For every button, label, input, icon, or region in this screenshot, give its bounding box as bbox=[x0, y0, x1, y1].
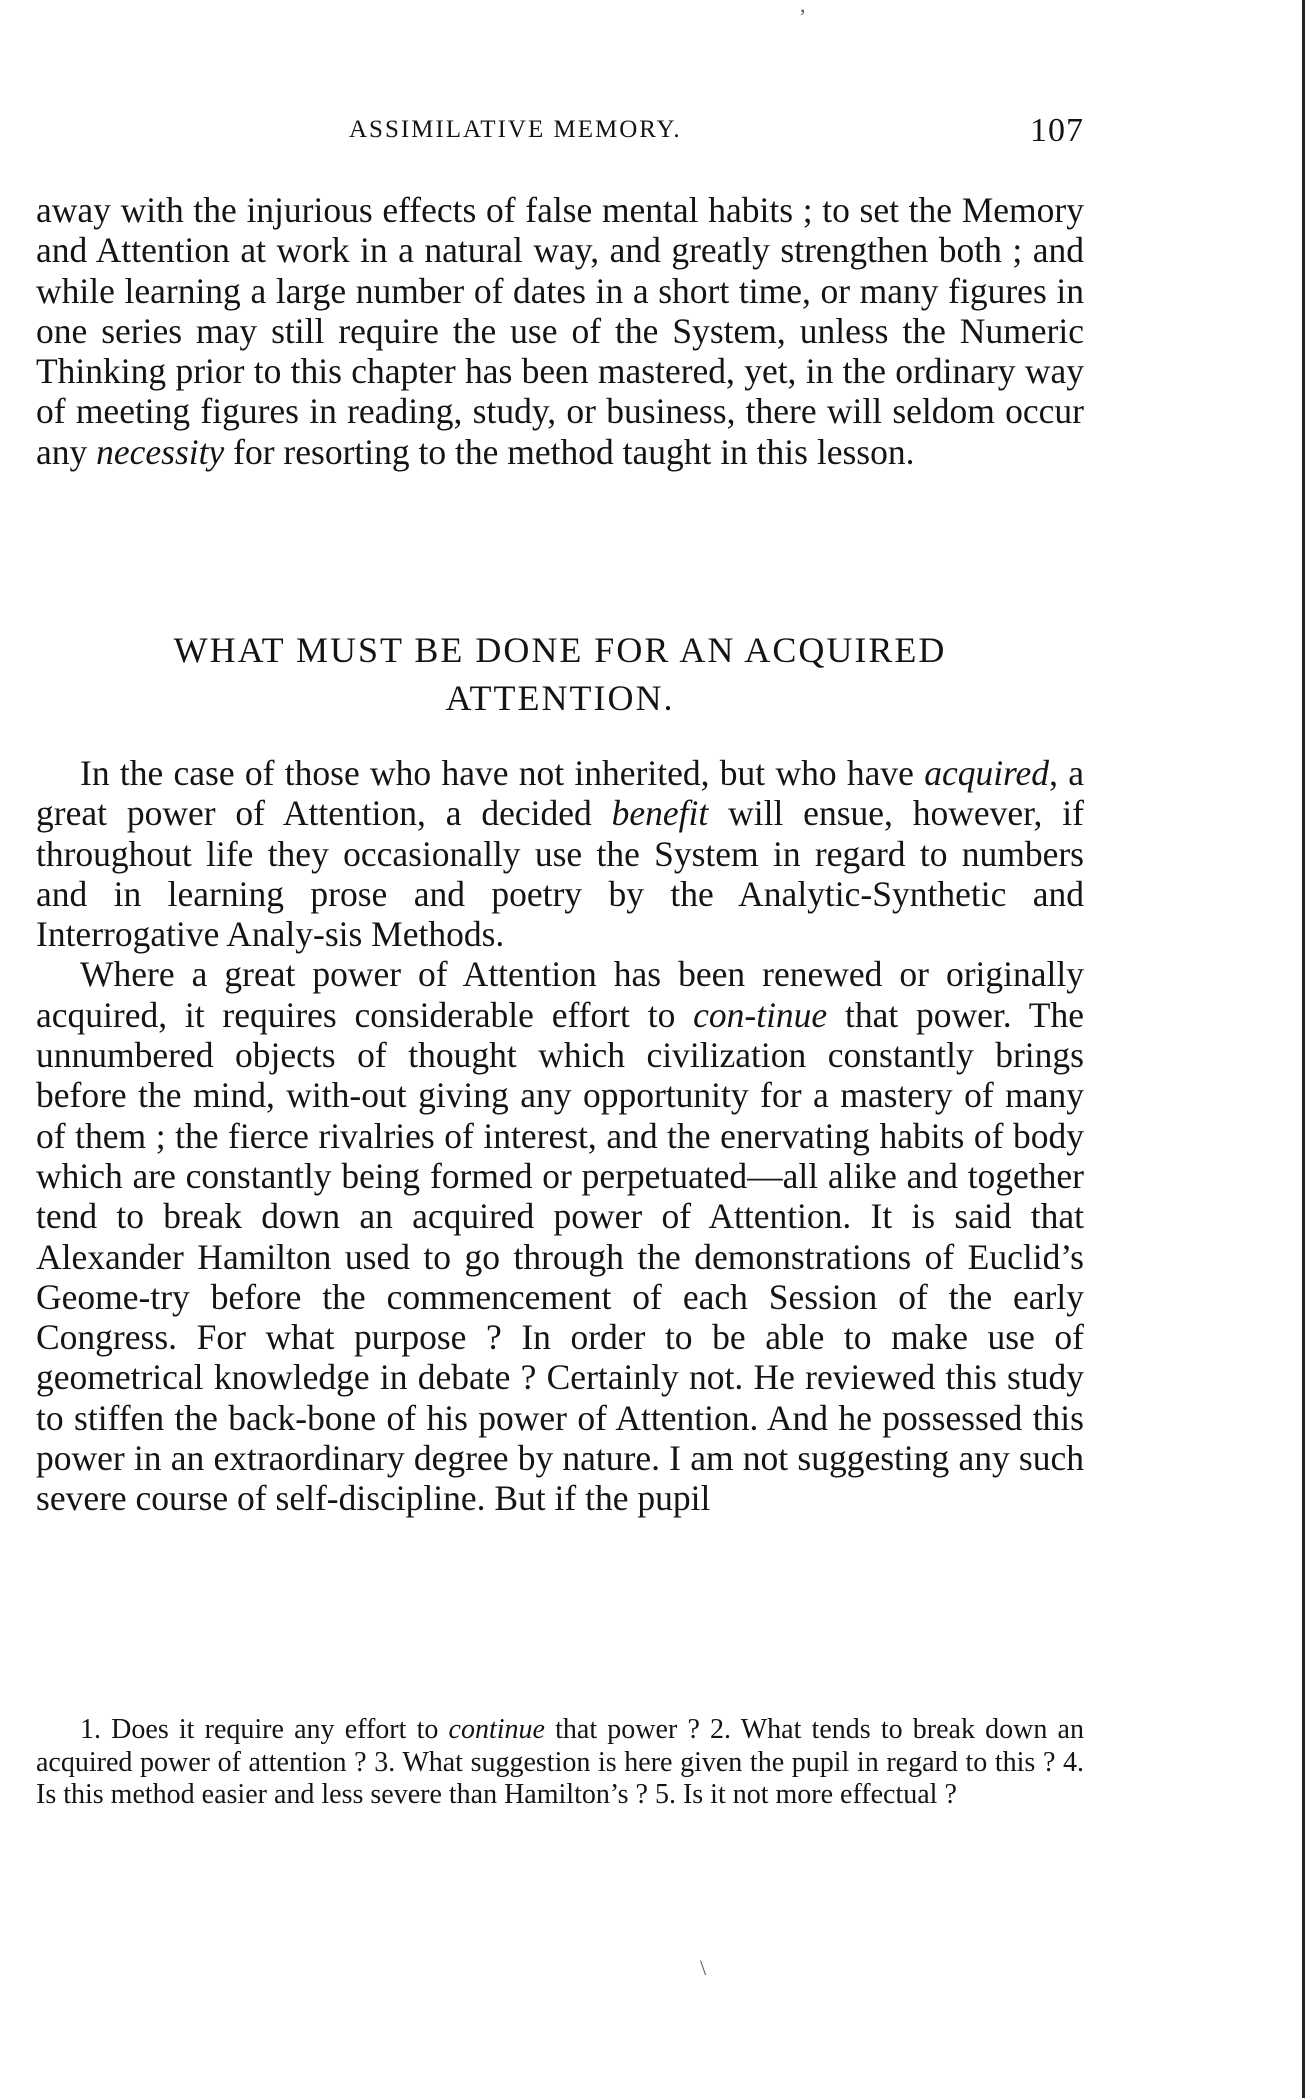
paragraph-2-emphasis: con-tinue bbox=[693, 994, 828, 1035]
page-number: 107 bbox=[1030, 112, 1084, 149]
intro-emphasis: necessity bbox=[96, 431, 225, 472]
footnote-emphasis: continue bbox=[448, 1714, 545, 1745]
running-head bbox=[36, 112, 1084, 156]
paragraph-1-emphasis-b: benefit bbox=[611, 793, 709, 834]
paragraph-1 bbox=[36, 753, 1084, 954]
paragraph-2-text-b: that power. The unnumbered objects of thought which civilization constantly brings before the mind, with-out giving any opportunity for a mastery of many of them ; the fierce rivalries of interest, and the enervating habits of body which are constantly being formed or perpetuated—all alike and together tend to break down an acquired power of Attention. It is said that Alexander Hamilton used to go through the demonstrations of Euclid’s Geome-try before the commencement of each Session of the early Congress. For what purpose ? In order to be able to make use of geometrical knowledge in debate ? Certainly not. He reviewed this study to stiffen the back-bone of his power of Attention. And he possessed this power in an extraordinary degree by nature. I am not suggesting any such severe course of self-discipline. But if the pupil bbox=[36, 994, 1084, 1519]
page-edge-rule bbox=[1302, 0, 1305, 2098]
paragraph-1-text-b: , a great power of Attention, a decided bbox=[36, 753, 1084, 834]
footnote-paragraph bbox=[36, 1714, 1084, 1812]
paragraph-1-emphasis-a: acquired bbox=[924, 753, 1050, 793]
footnote-text-a: 1. Does it require any effort to bbox=[80, 1714, 449, 1745]
paragraph-1-text-a: In the case of those who have not inherited, but who have bbox=[80, 753, 925, 793]
section-heading bbox=[36, 626, 1084, 722]
intro-text-b: for resorting to the method taught in this lesson. bbox=[224, 431, 915, 472]
footnote-text-b: that power ? 2. What tends to break down an acquired power of attention ? 3. What suggestion is here given the pupil in regard to this ? 4. Is this method easier and less severe than Hamilton’s ? 5. Is it not more effectual ? bbox=[36, 1714, 1084, 1810]
paragraph-2-text-a: Where a great power of Attention has been renewed or originally acquired, it requires considerable effort to bbox=[36, 954, 1084, 1035]
paragraph-2 bbox=[36, 954, 1084, 1518]
intro-text bbox=[36, 190, 1084, 472]
section-body bbox=[36, 753, 1084, 1519]
section-heading-line-2: ATTENTION. bbox=[445, 678, 675, 718]
intro-paragraph bbox=[36, 190, 1084, 472]
running-title: ASSIMILATIVE MEMORY. bbox=[349, 116, 682, 143]
paragraph-1-text-c: will ensue, however, if throughout life they occasionally use the System in regard to numbers and in learning prose and poetry by the Analytic-Synthetic and Interrogative Analy-sis Methods. bbox=[36, 793, 1084, 955]
footnote-questions bbox=[36, 1714, 1084, 1812]
stray-mark-top: , bbox=[800, 0, 806, 17]
intro-text-a: away with the injurious effects of false mental habits ; to set the Memory and Attention at work in a natural way, and greatly strengthen both ; and while learning a large number of dates in a short time, or many figures in one series may still require the use of the System, unless the Numeric Thinking prior to this chapter has been mastered, yet, in the ordinary way of meeting figures in reading, study, or business, there will seldom occur any bbox=[36, 190, 1084, 472]
section-heading-line-1: WHAT MUST BE DONE FOR AN ACQUIRED bbox=[173, 630, 947, 670]
stray-mark-bottom: \ bbox=[700, 1955, 707, 1980]
